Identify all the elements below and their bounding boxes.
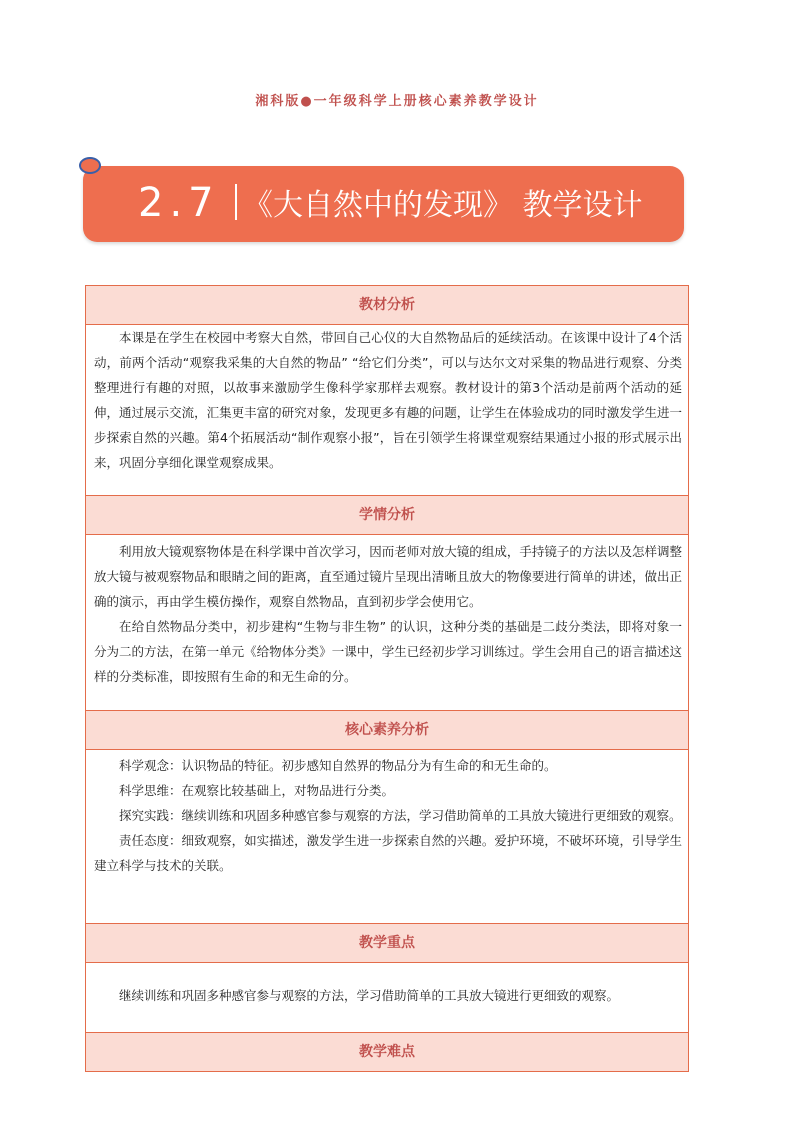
title-banner (83, 166, 684, 242)
section-body-learner-analysis (86, 535, 689, 711)
section-body-textbook-analysis (86, 325, 689, 496)
banner-dot-icon (79, 157, 101, 174)
paragraph: 科学思维：在观察比较基础上，对物品进行分类。 (119, 783, 395, 798)
lesson-title: 《大自然中的发现》 教学设计 (243, 188, 643, 223)
running-header: 湘科版●一年级科学上册核心素养教学设计 (255, 94, 539, 109)
lesson-number: 2.7 (138, 180, 220, 226)
section-heading-teaching-difficulty: 教学难点 (86, 1033, 689, 1072)
paragraph: 科学观念：认识物品的特征。初步感知自然界的物品分为有生命的和无生命的。 (119, 758, 557, 773)
paragraph: 本课是在学生在校园中考察大自然，带回自己心仪的大自然物品后的延续活动。在该课中设计了4个活动，前两个活动“观察我采集的大自然的物品” “给它们分类”，可以与达尔文对采集的物品进行观察、分类整理进行有趣的对照，以故事来激励学生像科学家那样去观察。教材设计的第3个活动是前两个活动的延伸，通过展示交流，汇集更丰富的研究对象，发现更多有趣的问题，让学生在体验成功的同时激发学生进一步探索自然的兴趣。第4个拓展活动“制作观察小报”，旨在引领学生将课堂观察结果通过小报的形式展示出来，巩固分享细化课堂观察成果。 (94, 330, 682, 470)
lesson-plan-table (85, 285, 689, 1072)
paragraph: 继续训练和巩固多种感官参与观察的方法，学习借助简单的工具放大镜进行更细致的观察。 (119, 988, 620, 1003)
paragraph: 责任态度：细致观察，如实描述，激发学生进一步探索自然的兴趣。爱护环境，不破坏环境，引导学生建立科学与技术的关联。 (94, 833, 682, 873)
section-heading-teaching-focus: 教学重点 (86, 924, 689, 963)
title-divider (235, 184, 237, 220)
section-heading-textbook-analysis: 教材分析 (86, 286, 689, 325)
paragraph: 探究实践：继续训练和巩固多种感官参与观察的方法，学习借助简单的工具放大镜进行更细致的观察。 (119, 808, 682, 823)
section-heading-learner-analysis: 学情分析 (86, 496, 689, 535)
paragraph: 在给自然物品分类中，初步建构“生物与非生物” 的认识，这种分类的基础是二歧分类法，即将对象一分为二的方法，在第一单元《给物体分类》一课中，学生已经初步学习训练过。学生会用自己的语言描述这样的分类标准，即按照有生命的和无生命的分。 (94, 619, 682, 684)
section-body-core-literacy (86, 750, 689, 924)
section-heading-core-literacy: 核心素养分析 (86, 711, 689, 750)
paragraph: 利用放大镜观察物体是在科学课中首次学习，因而老师对放大镜的组成，手持镜子的方法以及怎样调整放大镜与被观察物品和眼睛之间的距离，直至通过镜片呈现出清晰且放大的物像要进行简单的讲述，做出正确的演示，再由学生模仿操作，观察自然物品，直到初步学会使用它。 (94, 544, 682, 609)
section-body-teaching-focus (86, 963, 689, 1033)
